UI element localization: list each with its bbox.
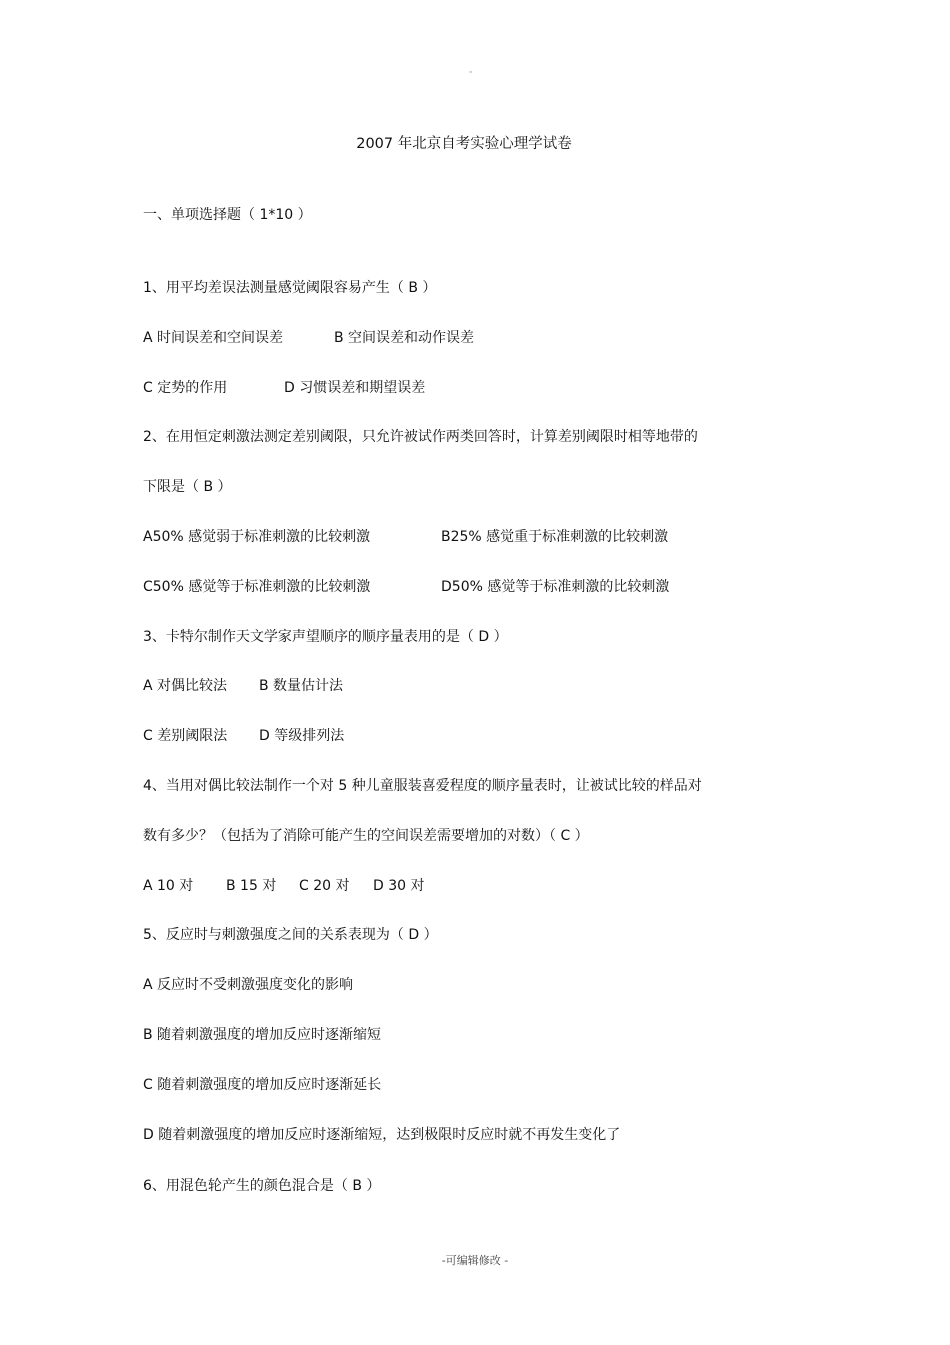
question-1-options-row-1: [143, 328, 475, 348]
question-1-options-row-2: [143, 378, 426, 398]
question-5-option-b: B 随着刺激强度的增加反应时逐渐缩短: [143, 1027, 382, 1043]
question-1-option-a: A 时间误差和空间误差: [143, 330, 284, 346]
question-1-option-b: B 空间误差和动作误差: [334, 330, 475, 346]
question-5-option-d: D 随着刺激强度的增加反应时逐渐缩短，达到极限时反应时就不再发生变化了: [143, 1127, 621, 1143]
question-2-options-row-2: [143, 577, 670, 597]
header-mark: ": [469, 70, 473, 78]
question-6-stem: 6、用混色轮产生的颜色混合是（ B ）: [143, 1178, 381, 1194]
question-4-option-c: C 20 对: [299, 878, 350, 894]
question-3-option-d: D 等级排列法: [259, 728, 345, 744]
question-4-option-d: D 30 对: [373, 878, 425, 894]
page-footer: -可编辑修改 -: [441, 1254, 509, 1267]
question-4-stem-continued: 数有多少？（包括为了消除可能产生的空间误差需要增加的对数）（ C ）: [143, 828, 589, 844]
question-3-stem: 3、卡特尔制作天文学家声望顺序的顺序量表用的是（ D ）: [143, 629, 508, 645]
question-2-option-c: C50% 感觉等于标准刺激的比较刺激: [143, 579, 371, 595]
question-3-option-a: A 对偶比较法: [143, 678, 228, 694]
question-4-stem: 4、当用对偶比较法制作一个对 5 种儿童服装喜爱程度的顺序量表时，让被试比较的样品对: [143, 778, 702, 794]
question-2-stem-continued: 下限是（ B ）: [143, 479, 232, 495]
question-1-option-d: D 习惯误差和期望误差: [284, 380, 426, 396]
question-5-stem: 5、反应时与刺激强度之间的关系表现为（ D ）: [143, 927, 438, 943]
page-title: 2007 年北京自考实验心理学试卷: [356, 136, 572, 152]
question-4-option-b: B 15 对: [226, 878, 277, 894]
question-2-stem: 2、在用恒定刺激法测定差别阈限，只允许被试作两类回答时，计算差别阈限时相等地带的: [143, 429, 698, 445]
section-heading: 一、单项选择题（ 1*10 ）: [143, 207, 312, 223]
question-5-option-c: C 随着刺激强度的增加反应时逐渐延长: [143, 1077, 382, 1093]
question-1-stem: 1、用平均差误法测量感觉阈限容易产生（ B ）: [143, 280, 437, 296]
question-2-option-d: D50% 感觉等于标准刺激的比较刺激: [441, 579, 670, 595]
question-3-options-row-1: [143, 676, 344, 696]
question-2-option-b: B25% 感觉重于标准刺激的比较刺激: [441, 529, 669, 545]
question-2-options-row-1: [143, 527, 669, 547]
question-3-option-c: C 差别阈限法: [143, 728, 228, 744]
question-3-options-row-2: [143, 726, 345, 746]
question-2-option-a: A50% 感觉弱于标准刺激的比较刺激: [143, 529, 371, 545]
question-4-option-a: A 10 对: [143, 878, 194, 894]
question-4-options-row: [143, 876, 425, 896]
question-3-option-b: B 数量估计法: [259, 678, 344, 694]
question-5-option-a: A 反应时不受刺激强度变化的影响: [143, 977, 354, 993]
question-1-option-c: C 定势的作用: [143, 380, 228, 396]
